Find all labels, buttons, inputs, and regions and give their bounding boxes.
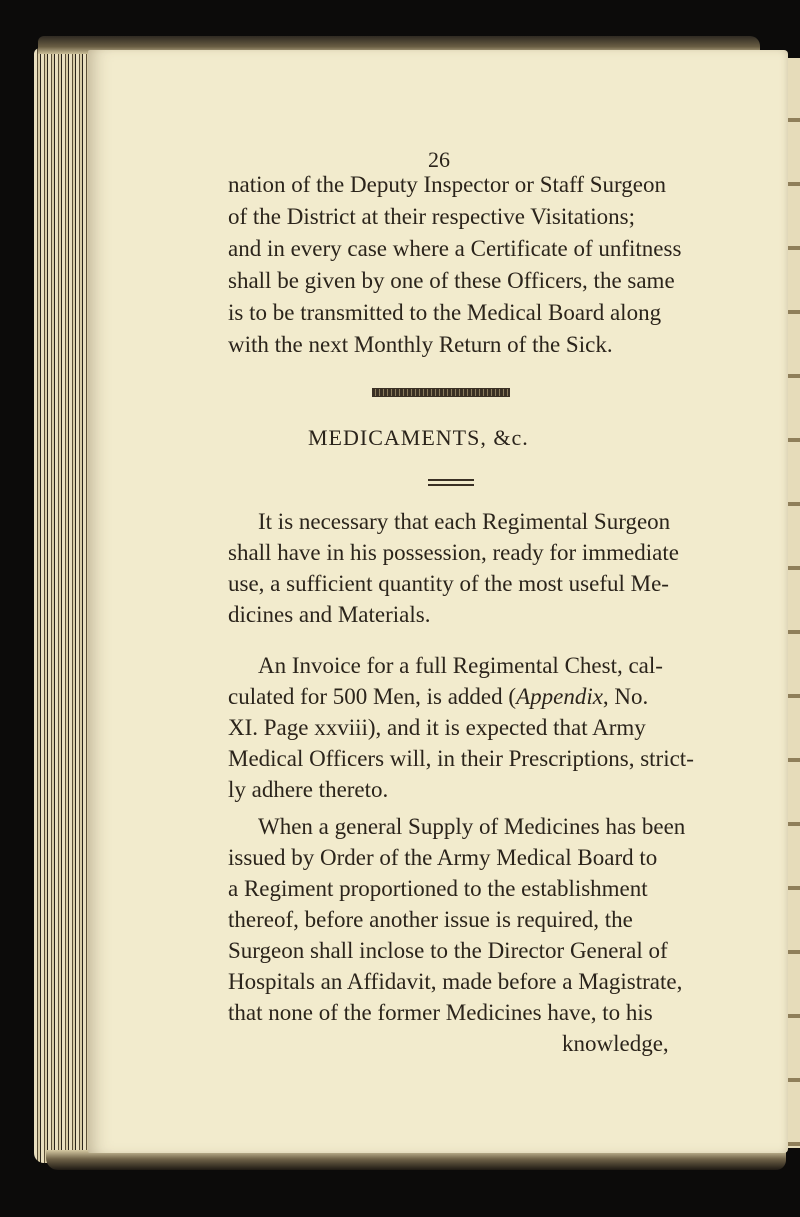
paragraph-4-line: that none of the former Medicines have, to his [228,1000,653,1025]
paragraph-1-line: shall be given by one of these Officers, the same [228,268,675,293]
paragraph-3-text: , No. [602,684,649,709]
binding-bottom [46,1150,786,1170]
paragraph-3-text: culated for 500 Men, is added ( [228,684,517,709]
right-page-edge [786,58,800,1148]
paragraph-2-line: dicines and Materials. [228,602,431,627]
paragraph-4-line: a Regiment proportioned to the establishment [228,876,648,901]
paragraph-1-line: is to be transmitted to the Medical Board along [228,300,662,325]
paragraph-3-line: Medical Officers will, in their Prescriptions, strict- [228,746,694,771]
catchword: knowledge, [562,1031,669,1056]
paragraph-4-line: Hospitals an Affidavit, made before a Magistrate, [228,969,683,994]
paragraph-4-line: thereof, before another issue is required, the [228,907,633,932]
paragraph-3-line: ly adhere thereto. [228,777,389,802]
paragraph-3-line [228,684,648,710]
short-rule [428,479,474,481]
paragraph-4-line: When a general Supply of Medicines has been [258,814,686,839]
paragraph-4-line: Surgeon shall inclose to the Director General of [228,938,668,963]
short-rule [428,484,474,486]
paragraph-1-line: with the next Monthly Return of the Sick. [228,332,613,357]
paragraph-1-line: nation of the Deputy Inspector or Staff Surgeon [228,172,666,197]
paragraph-2-line: shall have in his possession, ready for immediate [228,540,679,565]
paragraph-2-line: It is necessary that each Regimental Surgeon [258,509,671,534]
paragraph-4-line: issued by Order of the Army Medical Board to [228,845,658,870]
paragraph-2-line: use, a sufficient quantity of the most useful Me- [228,571,669,596]
paragraph-3-line: XI. Page xxviii), and it is expected that Army [228,715,646,740]
page-number: 26 [428,147,450,172]
ornamental-rule [372,388,510,397]
section-heading: MEDICAMENTS, &c. [308,425,529,450]
paragraph-1-line: and in every case where a Certificate of unfitness [228,236,682,261]
paragraph-1-line: of the District at their respective Visitations; [228,204,635,229]
paragraph-3-line: An Invoice for a full Regimental Chest, cal- [258,653,663,678]
appendix-reference: Appendix [516,684,603,709]
